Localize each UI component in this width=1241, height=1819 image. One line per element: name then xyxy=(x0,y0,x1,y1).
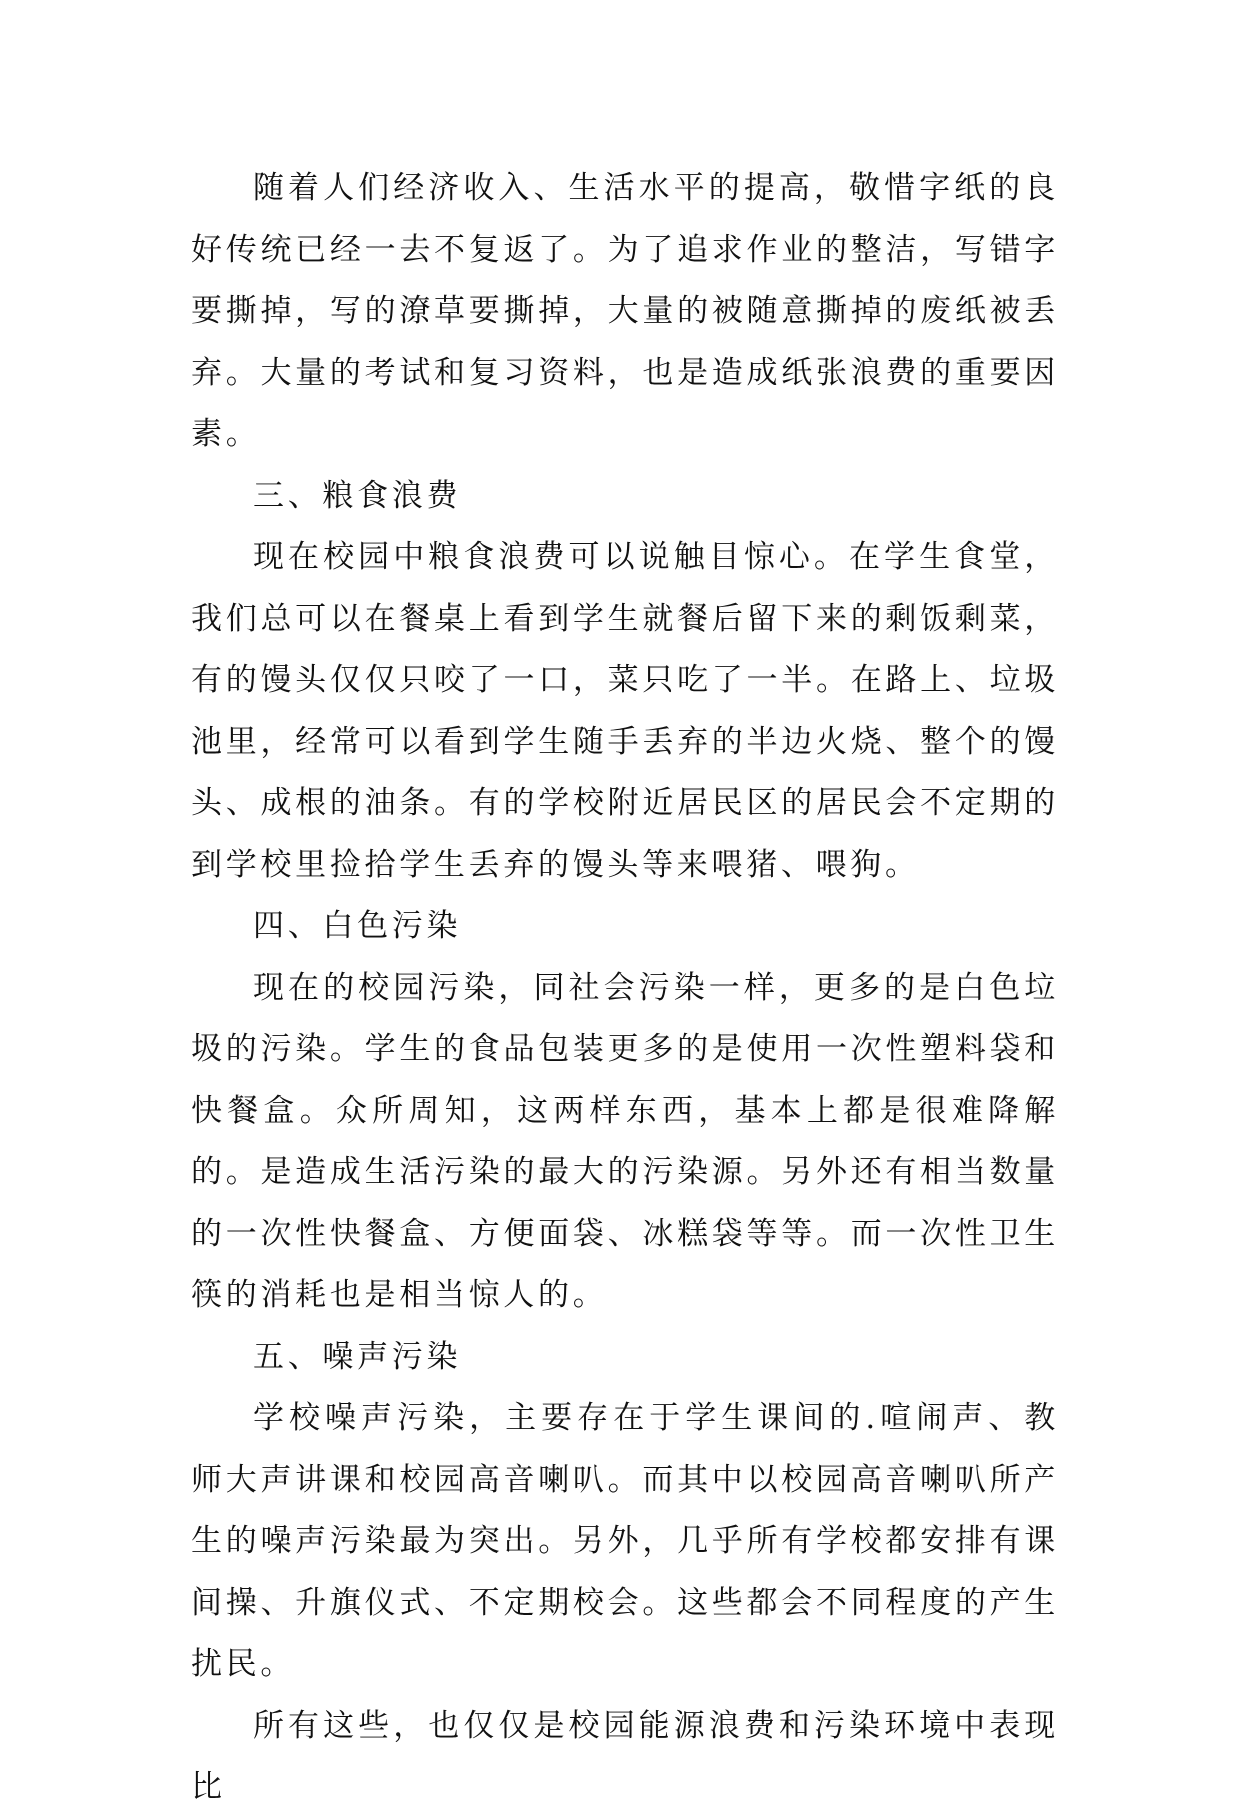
section-heading-white-pollution: 四、白色污染 xyxy=(253,908,462,944)
paragraph-food-waste: 现在校园中粮食浪费可以说触目惊心。在学生食堂，我们总可以在餐桌上看到学生就餐后留下来的剩饭剩菜，有的馒头仅仅只咬了一口，菜只吃了一半。在路上、垃圾池里，经常可以看到学生随手丢弃的半边火烧、整个的馒头、成根的油条。有的学校附近居民区的居民会不定期的到学校里捡拾学生丢弃的馒头等来喂猪、喂狗。 xyxy=(191,539,1059,883)
paragraph-noise-pollution: 学校噪声污染，主要存在于学生课间的.喧闹声、教师大声讲课和校园高音喇叭。而其中以校园高音喇叭所产生的噪声污染最为突出。另外，几乎所有学校都安排有课间操、升旗仪式、不定期校会。这些都会不同程度的产生扰民。 xyxy=(191,1400,1059,1682)
paragraph-white-pollution: 现在的校园污染，同社会污染一样，更多的是白色垃圾的污染。学生的食品包装更多的是使用一次性塑料袋和快餐盒。众所周知，这两样东西，基本上都是很难降解的。是造成生活污染的最大的污染源。另外还有相当数量的一次性快餐盒、方便面袋、冰糕袋等等。而一次性卫生筷的消耗也是相当惊人的。 xyxy=(191,969,1059,1313)
section-heading-noise-pollution: 五、噪声污染 xyxy=(253,1338,462,1375)
paragraph-summary: 所有这些，也仅仅是校园能源浪费和污染环境中表现比 xyxy=(191,1707,1059,1805)
section-heading-food-waste: 三、粮食浪费 xyxy=(253,477,462,514)
paragraph-paper-waste: 随着人们经济收入、生活水平的提高，敬惜字纸的良好传统已经一去不复返了。为了追求作业的整洁，写错字要撕掉，写的潦草要撕掉，大量的被随意撕掉的废纸被丢弃。大量的考试和复习资料，也是造成纸张浪费的重要因素。 xyxy=(191,170,1059,452)
document-body xyxy=(191,158,1059,1819)
